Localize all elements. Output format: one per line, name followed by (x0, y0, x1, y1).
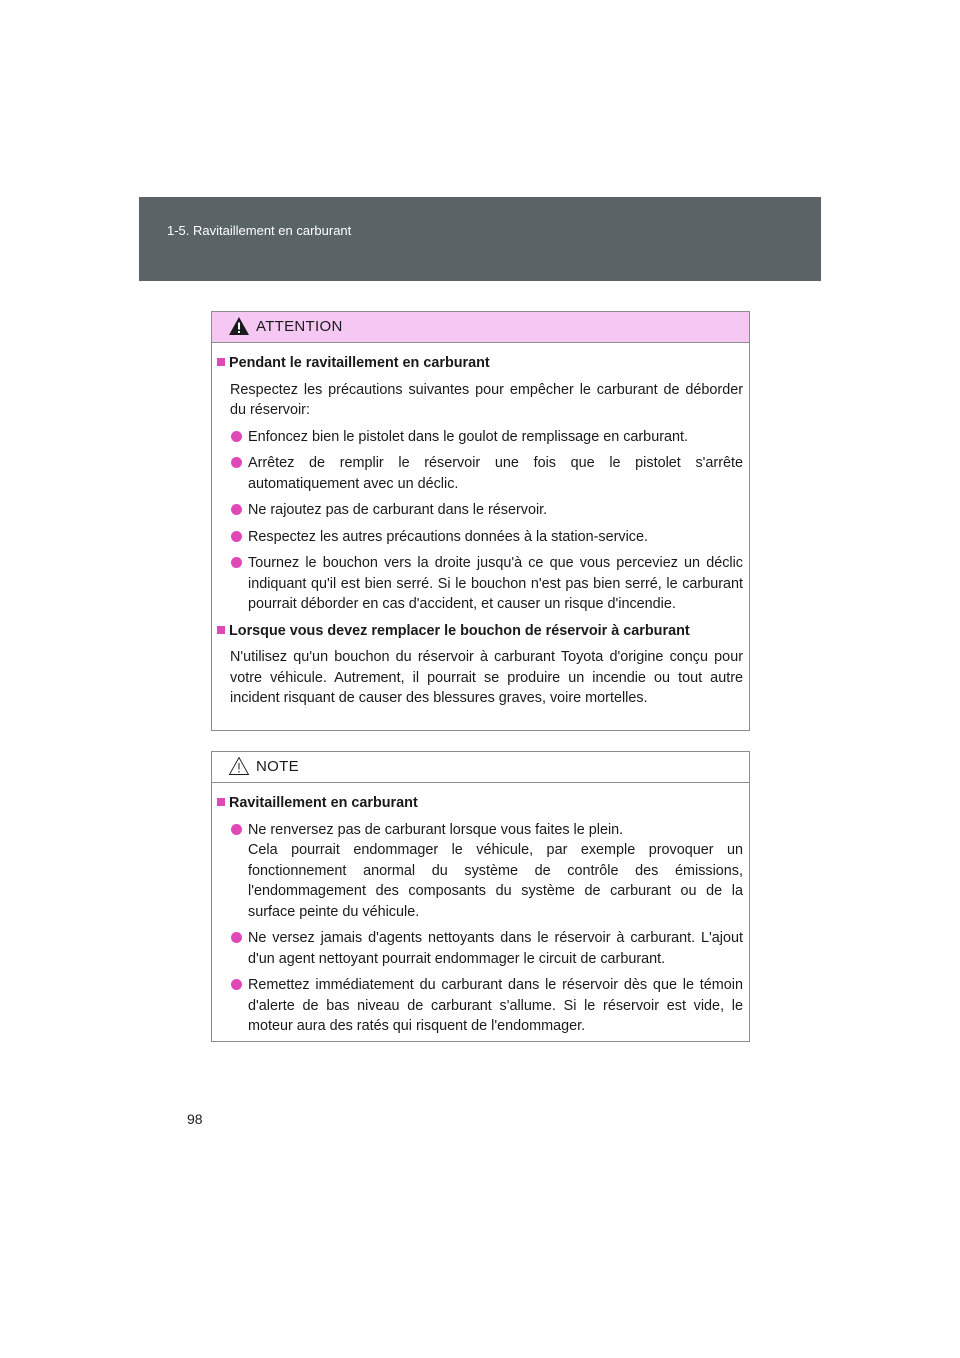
bullet-dot-icon (231, 824, 242, 835)
note-label: NOTE (256, 758, 299, 775)
attention-section-title: Pendant le ravitaillement en carburant (217, 353, 743, 374)
bullet-dot-icon (231, 457, 242, 468)
square-bullet-icon (217, 798, 225, 806)
list-item: Respectez les autres précautions données à la station-service. (217, 527, 743, 548)
section-title: 1-5. Ravitaillement en carburant (167, 223, 352, 238)
attention-paragraph: N'utilisez qu'un bouchon du réservoir à carburant Toyota d'origine conçu pour votre véhicule. Autrement, il pourrait se produire un incendie ou tout autre incident risquant de causer des blessures graves, voire mortelles. (230, 649, 743, 706)
note-box (211, 751, 750, 1042)
bullet-dot-icon (231, 557, 242, 568)
list-item: Arrêtez de remplir le réservoir une fois que le pistolet s'arrête automatiquement avec un déclic. (217, 453, 743, 494)
list-item: Ne renversez pas de carburant lorsque vous faites le plein. Cela pourrait endommager le véhicule, par exemple provoquer un fonctionnement anormal du système de contrôle des émissions, l'endommagement des composants du système de carburant ou de la surface peinte du véhicule. (217, 820, 743, 923)
note-section-title: Ravitaillement en carburant (217, 793, 743, 814)
page-number: 98 (187, 1111, 203, 1127)
caution-outline-icon (228, 756, 250, 776)
list-item: Tournez le bouchon vers la droite jusqu'à ce que vous perceviez un déclic indiquant qu'il est bien serré. Si le bouchon n'est pas bien serré, le carburant pourrait déborder en cas d'accident, et causer un risque d'incendie. (217, 553, 743, 615)
note-header (212, 752, 749, 783)
bullet-dot-icon (231, 932, 242, 943)
bullet-dot-icon (231, 504, 242, 515)
square-bullet-icon (217, 358, 225, 366)
attention-label: ATTENTION (256, 318, 343, 335)
list-item: Ne rajoutez pas de carburant dans le réservoir. (217, 500, 743, 521)
square-bullet-icon (217, 626, 225, 634)
attention-intro: Respectez les précautions suivantes pour empêcher le carburant de déborder du réservoir: (230, 381, 743, 418)
attention-header (212, 312, 749, 343)
list-item: Ne versez jamais d'agents nettoyants dans le réservoir à carburant. L'ajout d'un agent nettoyant pourrait endommager le circuit de carburant. (217, 928, 743, 969)
chapter-header-bar (139, 197, 821, 281)
list-item: Enfoncez bien le pistolet dans le goulot de remplissage en carburant. (217, 427, 743, 448)
bullet-dot-icon (231, 979, 242, 990)
warning-icon (228, 316, 250, 336)
attention-section-title: Lorsque vous devez remplacer le bouchon de réservoir à carburant (217, 621, 743, 642)
attention-box (211, 311, 750, 731)
bullet-dot-icon (231, 431, 242, 442)
note-body (212, 783, 749, 1037)
list-item: Remettez immédiatement du carburant dans le réservoir dès que le témoin d'alerte de bas niveau de carburant s'allume. Si le réservoir est vide, le moteur aura des ratés qui risquent de l'endommager. (217, 975, 743, 1037)
attention-body (212, 343, 749, 709)
bullet-dot-icon (231, 531, 242, 542)
